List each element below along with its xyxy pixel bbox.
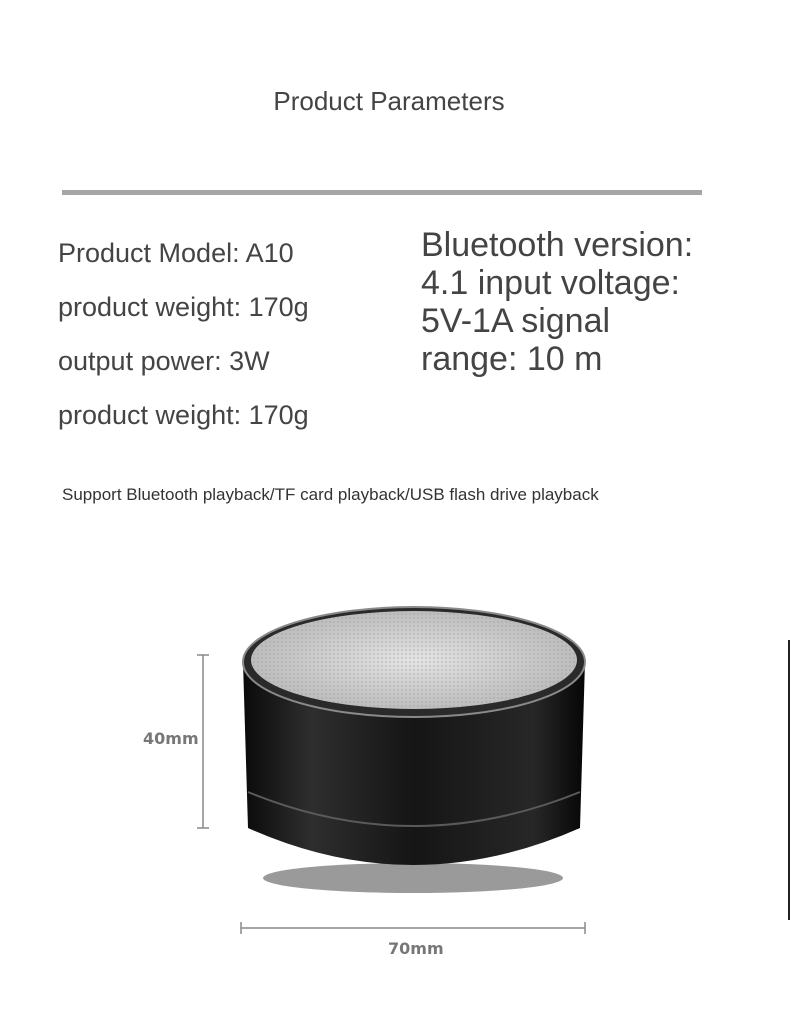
- height-dimension: [197, 655, 209, 828]
- spec-product-weight: product weight: 170g: [58, 292, 309, 322]
- width-label: 70mm: [388, 939, 444, 958]
- page-title: Product Parameters: [273, 86, 505, 116]
- spec-right-line: 4.1 input voltage:: [421, 264, 680, 302]
- spec-list-left: [58, 236, 309, 452]
- support-text: Support Bluetooth playback/TF card playback/USB flash drive playback: [62, 485, 599, 504]
- spec-product-model: Product Model: A10: [58, 238, 294, 268]
- spec-output-power: output power: 3W: [58, 346, 270, 376]
- divider: [62, 190, 702, 195]
- spec-product-weight-repeat: product weight: 170g: [58, 400, 309, 430]
- spec-right-line: range: 10 m: [421, 340, 603, 378]
- speaker-illustration: [0, 560, 790, 1014]
- width-dimension: [241, 922, 585, 934]
- speaker-grille-mesh: [251, 611, 577, 709]
- speaker-base: [263, 863, 563, 893]
- spec-right-line: 5V-1A signal: [421, 302, 611, 340]
- spec-right-line: Bluetooth version:: [421, 226, 694, 264]
- height-label: 40mm: [143, 729, 199, 748]
- spec-list-right: [421, 226, 751, 378]
